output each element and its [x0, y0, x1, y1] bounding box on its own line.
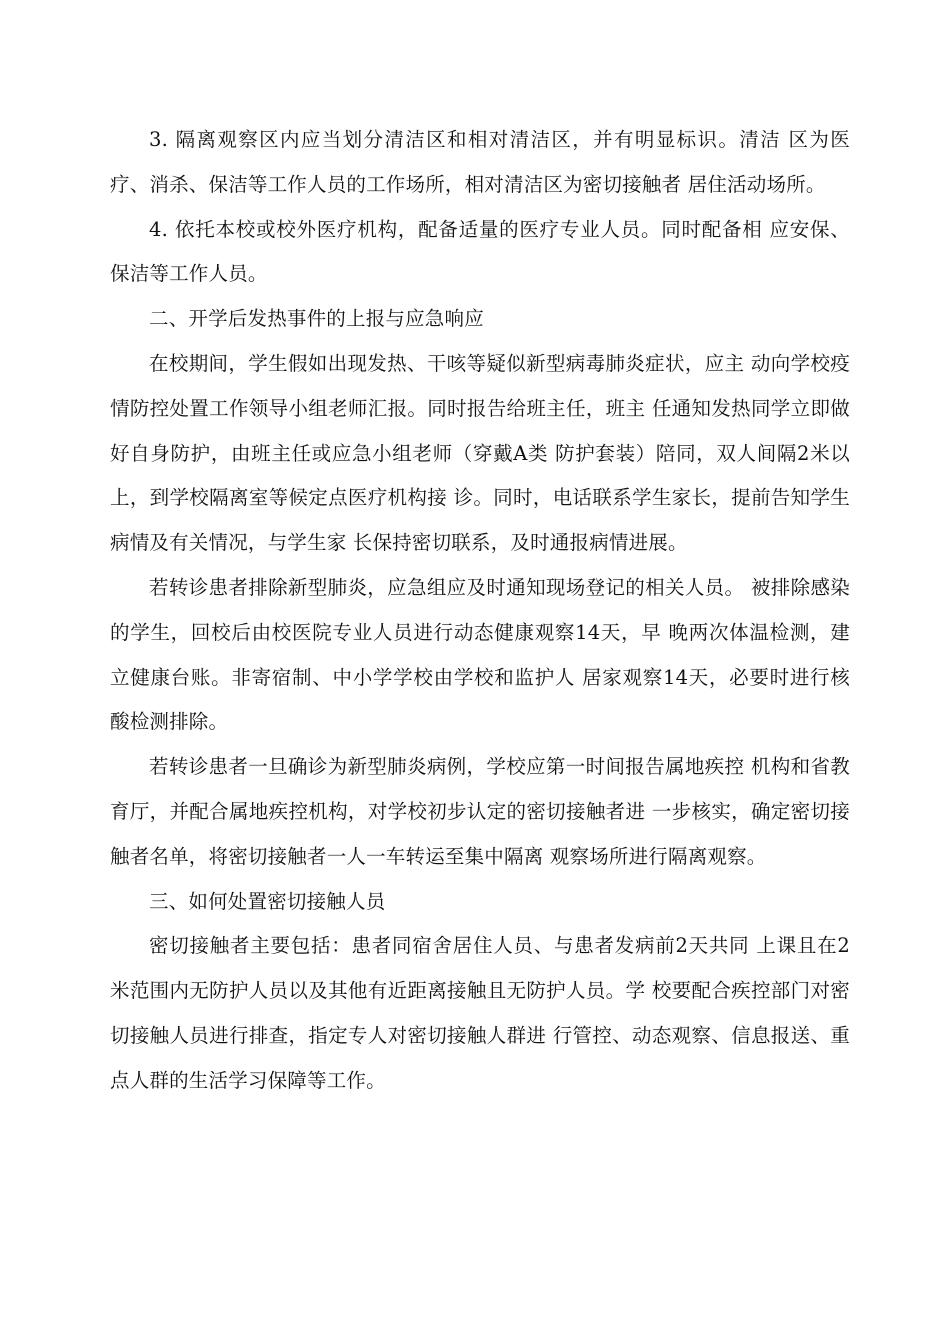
document-body: [110, 118, 850, 1104]
paragraph-confirmed-cases: 若转诊患者一旦确诊为新型肺炎病例，学校应第一时间报告属地疾控 机构和省教育厅，并配合属地疾控机构，对学校初步认定的密切接触者进 一步核实，确定密切接触者名单，将密切接触者一人一车转运至集中隔离 观察场所进行隔离观察。: [110, 755, 850, 868]
paragraph-fever-procedure: 在校期间，学生假如出现发热、干咳等疑似新型病毒肺炎症状，应主 动向学校疫情防控处置工作领导小组老师汇报。同时报告给班主任，班主 任通知发热同学立即做好自身防护，由班主任或应急小组老师（穿戴A类 防护套装）陪同，双人间隔2米以上，到学校隔离室等候定点医疗机构接 诊。同时，电话联系学生家长，提前告知学生病情及有关情况，与学生家 长保持密切联系，及时通报病情进展。: [110, 351, 850, 555]
paragraph-excluded-cases: 若转诊患者排除新型肺炎，应急组应及时通知现场登记的相关人员。 被排除感染的学生，回校后由校医院专业人员进行动态健康观察14天，早 晚两次体温检测，建立健康台账。非寄宿制、中小学学校由学校和监护人 居家观察14天，必要时进行核酸检测排除。: [110, 575, 850, 734]
section-heading-close-contacts: 三、如何处置密切接触人员: [149, 889, 386, 913]
paragraph-medical-staff: 4. 依托本校或校外医疗机构，配备适量的医疗专业人员。同时配备相 应安保、保洁等工作人员。: [110, 217, 850, 286]
paragraph-close-contacts: 密切接触者主要包括：患者同宿舍居住人员、与患者发病前2天共同 上课且在2米范围内无防护人员以及其他有近距离接触且无防护人员。学 校要配合疾控部门对密切接触人员进行排查，指定专人对密切接触人群进 行管控、动态观察、信息报送、重点人群的生活学习保障等工作。: [110, 934, 850, 1092]
paragraph-isolation-zones: 3. 隔离观察区内应当划分清洁区和相对清洁区，并有明显标识。清洁 区为医疗、消杀、保洁等工作人员的工作场所，相对清洁区为密切接触者 居住活动场所。: [110, 128, 850, 196]
section-heading-fever-reporting: 二、开学后发热事件的上报与应急响应: [149, 307, 484, 331]
